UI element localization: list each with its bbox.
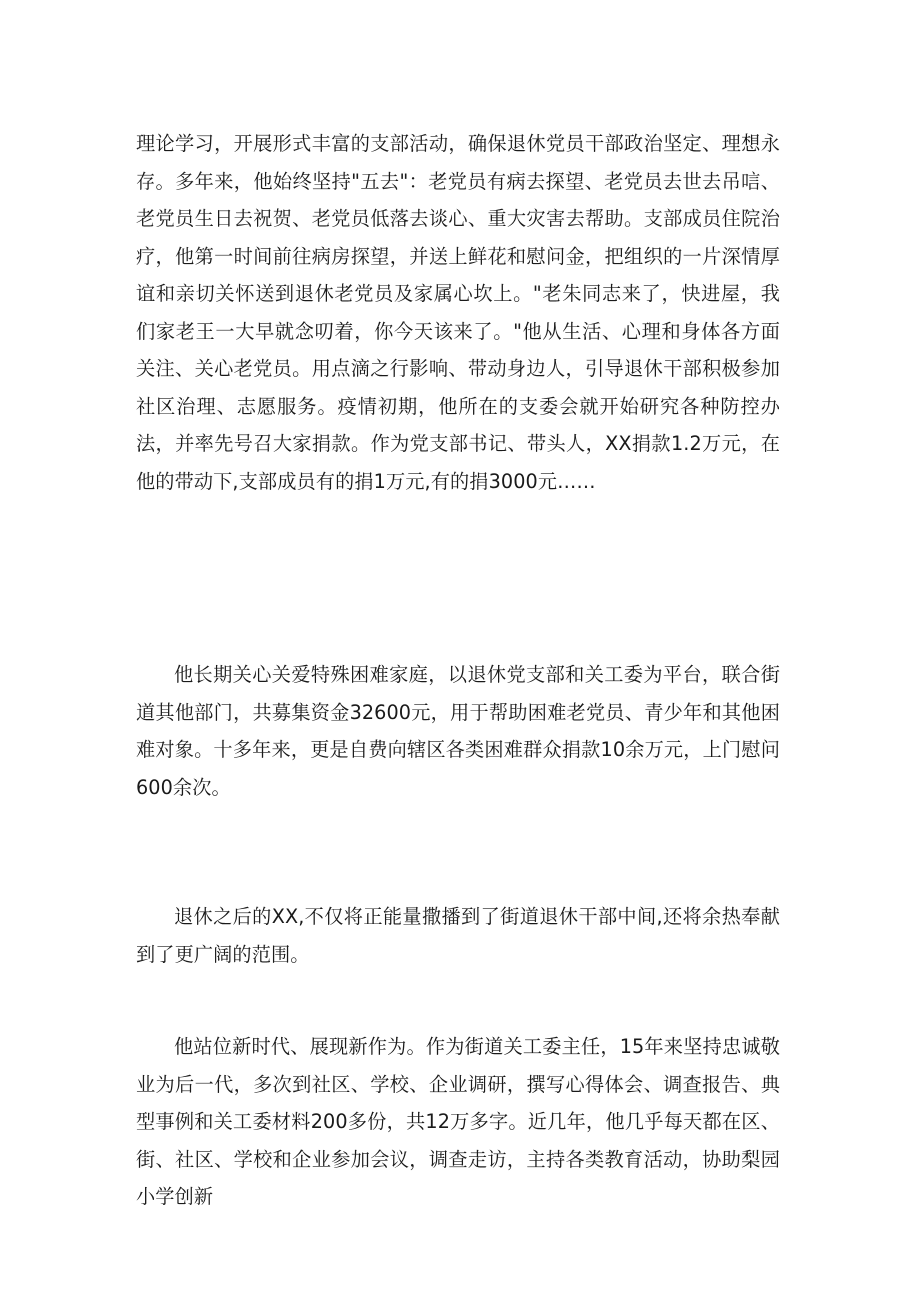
paragraph-4: 他站位新时代、展现新作为。作为街道关工委主任，15年来坚持忠诚敬业为后一代，多次到社区、学校、企业调研，撰写心得体会、调查报告、典型事例和关工委材料200多份，共12万多字。近几年，他几乎每天都在区、街、社区、学校和企业参加会议，调查走访，主持各类教育活动，协助梨园小学创新 <box>136 1035 780 1208</box>
paragraph-1: 理论学习，开展形式丰富的支部活动，确保退休党员干部政治坚定、理想永存。多年来，他始终坚持"五去"：老党员有病去探望、老党员去世去吊唁、老党员生日去祝贺、老党员低落去谈心、重大灾害去帮助。支部成员住院治疗，他第一时间前往病房探望，并送上鲜花和慰问金，把组织的一片深情厚谊和亲切关怀送到退休老党员及家属心坎上。"老朱同志来了，快进屋，我们家老王一大早就念叨着，你今天该来了。"他从生活、心理和身体各方面关注、关心老党员。用点滴之行影响、带动身边人，引导退休干部积极参加社区治理、志愿服务。疫情初期，他所在的支委会就开始研究各种防控办法，并率先号召大家捐款。作为党支部书记、带头人，XX捐款1.2万元，在他的带动下,支部成员有的捐1万元,有的捐3000元…… <box>136 132 780 493</box>
paragraph-3: 退休之后的XX,不仅将正能量撒播到了街道退休干部中间,还将余热奉献到了更广阔的范围。 <box>136 905 780 966</box>
paragraph-2: 他长期关心关爱特殊困难家庭，以退休党支部和关工委为平台，联合街道其他部门，共募集资金32600元，用于帮助困难老党员、青少年和其他困难对象。十多年来，更是自费向辖区各类困难群众捐款10余万元，上门慰问600余次。 <box>136 663 780 799</box>
